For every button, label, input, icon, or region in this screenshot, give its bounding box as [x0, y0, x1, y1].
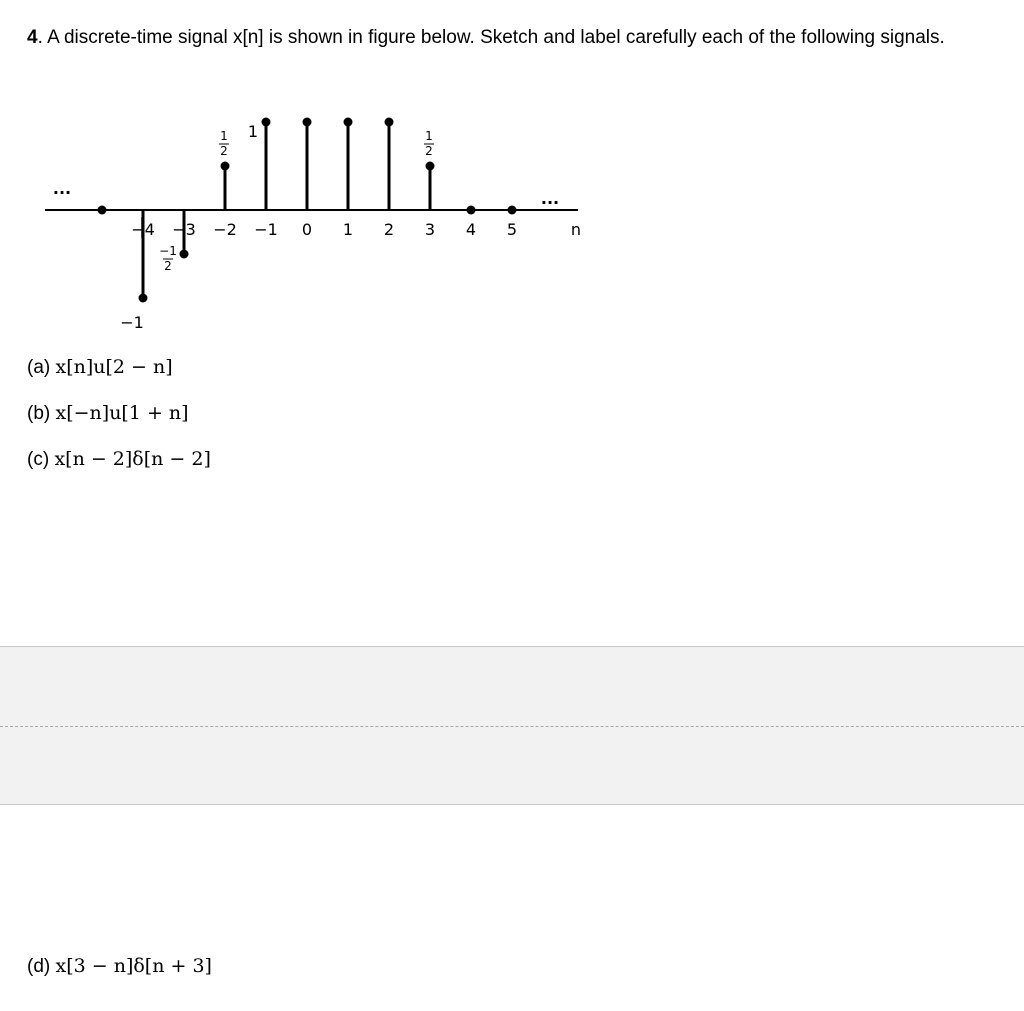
- stem-dot: [385, 118, 394, 127]
- part-a-label: (a): [27, 357, 56, 378]
- label-neg-one: −1: [120, 313, 144, 332]
- label-half-left-denominator: 2: [220, 144, 228, 158]
- tick-label: 1: [342, 220, 354, 239]
- label-one: 1: [247, 122, 259, 141]
- part-b: [27, 402, 189, 425]
- part-d-expression: x[3 − n]δ[n + 3]: [55, 955, 212, 977]
- stem-dot: [426, 162, 435, 171]
- tick-label: −2: [213, 220, 237, 239]
- label-neg-half-numerator: −1: [159, 244, 177, 258]
- stem-dot: [139, 294, 148, 303]
- part-a-expression: x[n]u[2 − n]: [55, 356, 173, 378]
- stem-dot: [262, 118, 271, 127]
- stem-dot: [221, 162, 230, 171]
- tick-label: −1: [254, 220, 278, 239]
- tick-label: 2: [383, 220, 395, 239]
- tick-label: 4: [465, 220, 477, 239]
- tick-label: 3: [424, 220, 436, 239]
- stem-dot: [98, 206, 107, 215]
- question-number: 4: [27, 27, 38, 48]
- axis-label-n: n: [570, 220, 582, 239]
- stem-dot: [508, 206, 517, 215]
- part-c: [27, 448, 211, 471]
- part-b-expression: x[−n]u[1 + n]: [55, 402, 189, 424]
- part-c-label: (c): [27, 449, 55, 470]
- label-half-right-numerator: 1: [425, 129, 433, 143]
- tick-label: −4: [131, 220, 155, 239]
- answer-area-bottom: [0, 727, 1024, 805]
- part-b-label: (b): [27, 403, 56, 424]
- answer-area-top: [0, 646, 1024, 727]
- tick-labels: [131, 220, 581, 239]
- label-half-left-numerator: 1: [220, 129, 228, 143]
- tick-label: 0: [301, 220, 313, 239]
- signal-figure: [0, 0, 1024, 340]
- label-half-right-denominator: 2: [425, 144, 433, 158]
- label-neg-half-denominator: 2: [164, 259, 172, 273]
- ellipsis-right: ...: [540, 189, 560, 208]
- stem-dot: [344, 118, 353, 127]
- tick-label: 5: [506, 220, 518, 239]
- part-d: [27, 955, 212, 978]
- stem-dot: [303, 118, 312, 127]
- stem-dot: [180, 250, 189, 259]
- tick-label: −3: [172, 220, 196, 239]
- part-d-label: (d): [27, 956, 56, 977]
- ellipsis-left: ...: [52, 179, 72, 198]
- question-body: . A discrete-time signal x[n] is shown in figure below. Sketch and label carefully each of the following signals.: [37, 27, 945, 48]
- stem-dot: [467, 206, 476, 215]
- part-c-expression: x[n − 2]δ[n − 2]: [54, 448, 211, 470]
- part-a: [27, 356, 173, 379]
